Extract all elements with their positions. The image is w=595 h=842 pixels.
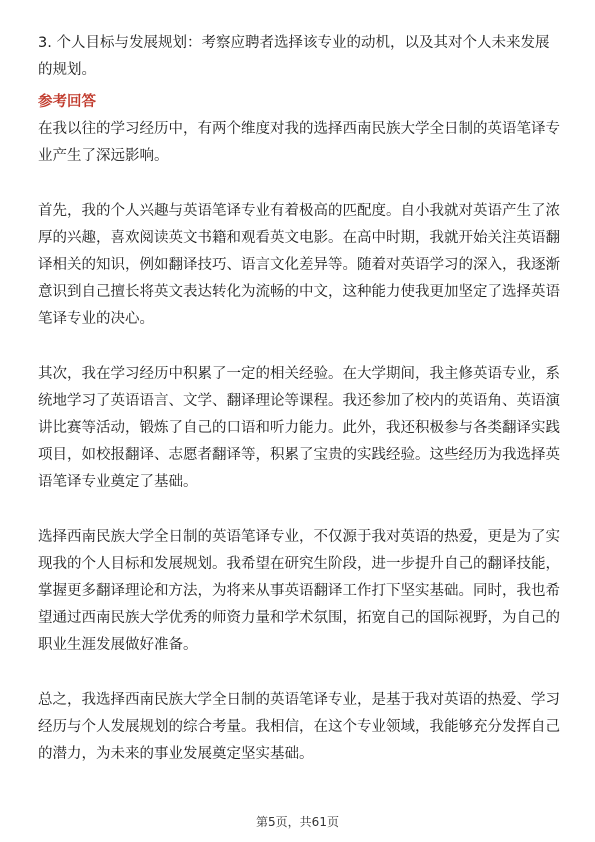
answer-paragraph-5: 总之，我选择西南民族大学全日制的英语笔译专业，是基于我对英语的热爱、学习经历与个人发展规划的综合考量。我相信，在这个专业领域，我能够充分发挥自己的潜力，为未来的事业发展奠定坚实基础。 xyxy=(38,692,560,762)
paragraph-gap xyxy=(38,659,560,687)
answer-paragraph-4: 选择西南民族大学全日制的英语笔译专业，不仅源于我对英语的热爱，更是为了实现我的个人目标和发展规划。我希望在研究生阶段，进一步提升自己的翻译技能，掌握更多翻译理论和方法，为将来从事英语翻译工作打下坚实基础。同时，我也希望通过西南民族大学优秀的师资力量和学术氛围，拓宽自己的国际视野，为自己的职业生涯发展做好准备。 xyxy=(38,529,560,653)
answer-label: 参考回答 xyxy=(38,94,96,110)
paragraph-gap xyxy=(38,496,560,524)
paragraph-gap xyxy=(38,170,560,198)
answer-paragraph-3: 其次，我在学习经历中积累了一定的相关经验。在大学期间，我主修英语专业，系统地学习了英语语言、文学、翻译理论等课程。我还参加了校内的英语角、英语演讲比赛等活动，锻炼了自己的口语和听力能力。此外，我还积极参与各类翻译实践项目，如校报翻译、志愿者翻译等，积累了宝贵的实践经验。这些经历为我选择英语笔译专业奠定了基础。 xyxy=(38,366,560,490)
answer-paragraph-2: 首先，我的个人兴趣与英语笔译专业有着极高的匹配度。自小我就对英语产生了浓厚的兴趣，喜欢阅读英文书籍和观看英文电影。在高中时期，我就开始关注英语翻译相关的知识，例如翻译技巧、语言文化差异等。随着对英语学习的深入，我逐渐意识到自己擅长将英文表达转化为流畅的中文，这种能力使我更加坚定了选择英语笔译专业的决心。 xyxy=(38,203,560,327)
answer-paragraph-1: 在我以往的学习经历中，有两个维度对我的选择西南民族大学全日制的英语笔译专业产生了深远影响。 xyxy=(38,121,560,164)
document-body xyxy=(38,30,560,768)
page-number-footer: 第5页，共61页 xyxy=(256,815,339,829)
paragraph-gap xyxy=(38,333,560,361)
question-heading: 3. 个人目标与发展规划：考察应聘者选择该专业的动机，以及其对个人未来发展的规划。 xyxy=(38,35,550,78)
